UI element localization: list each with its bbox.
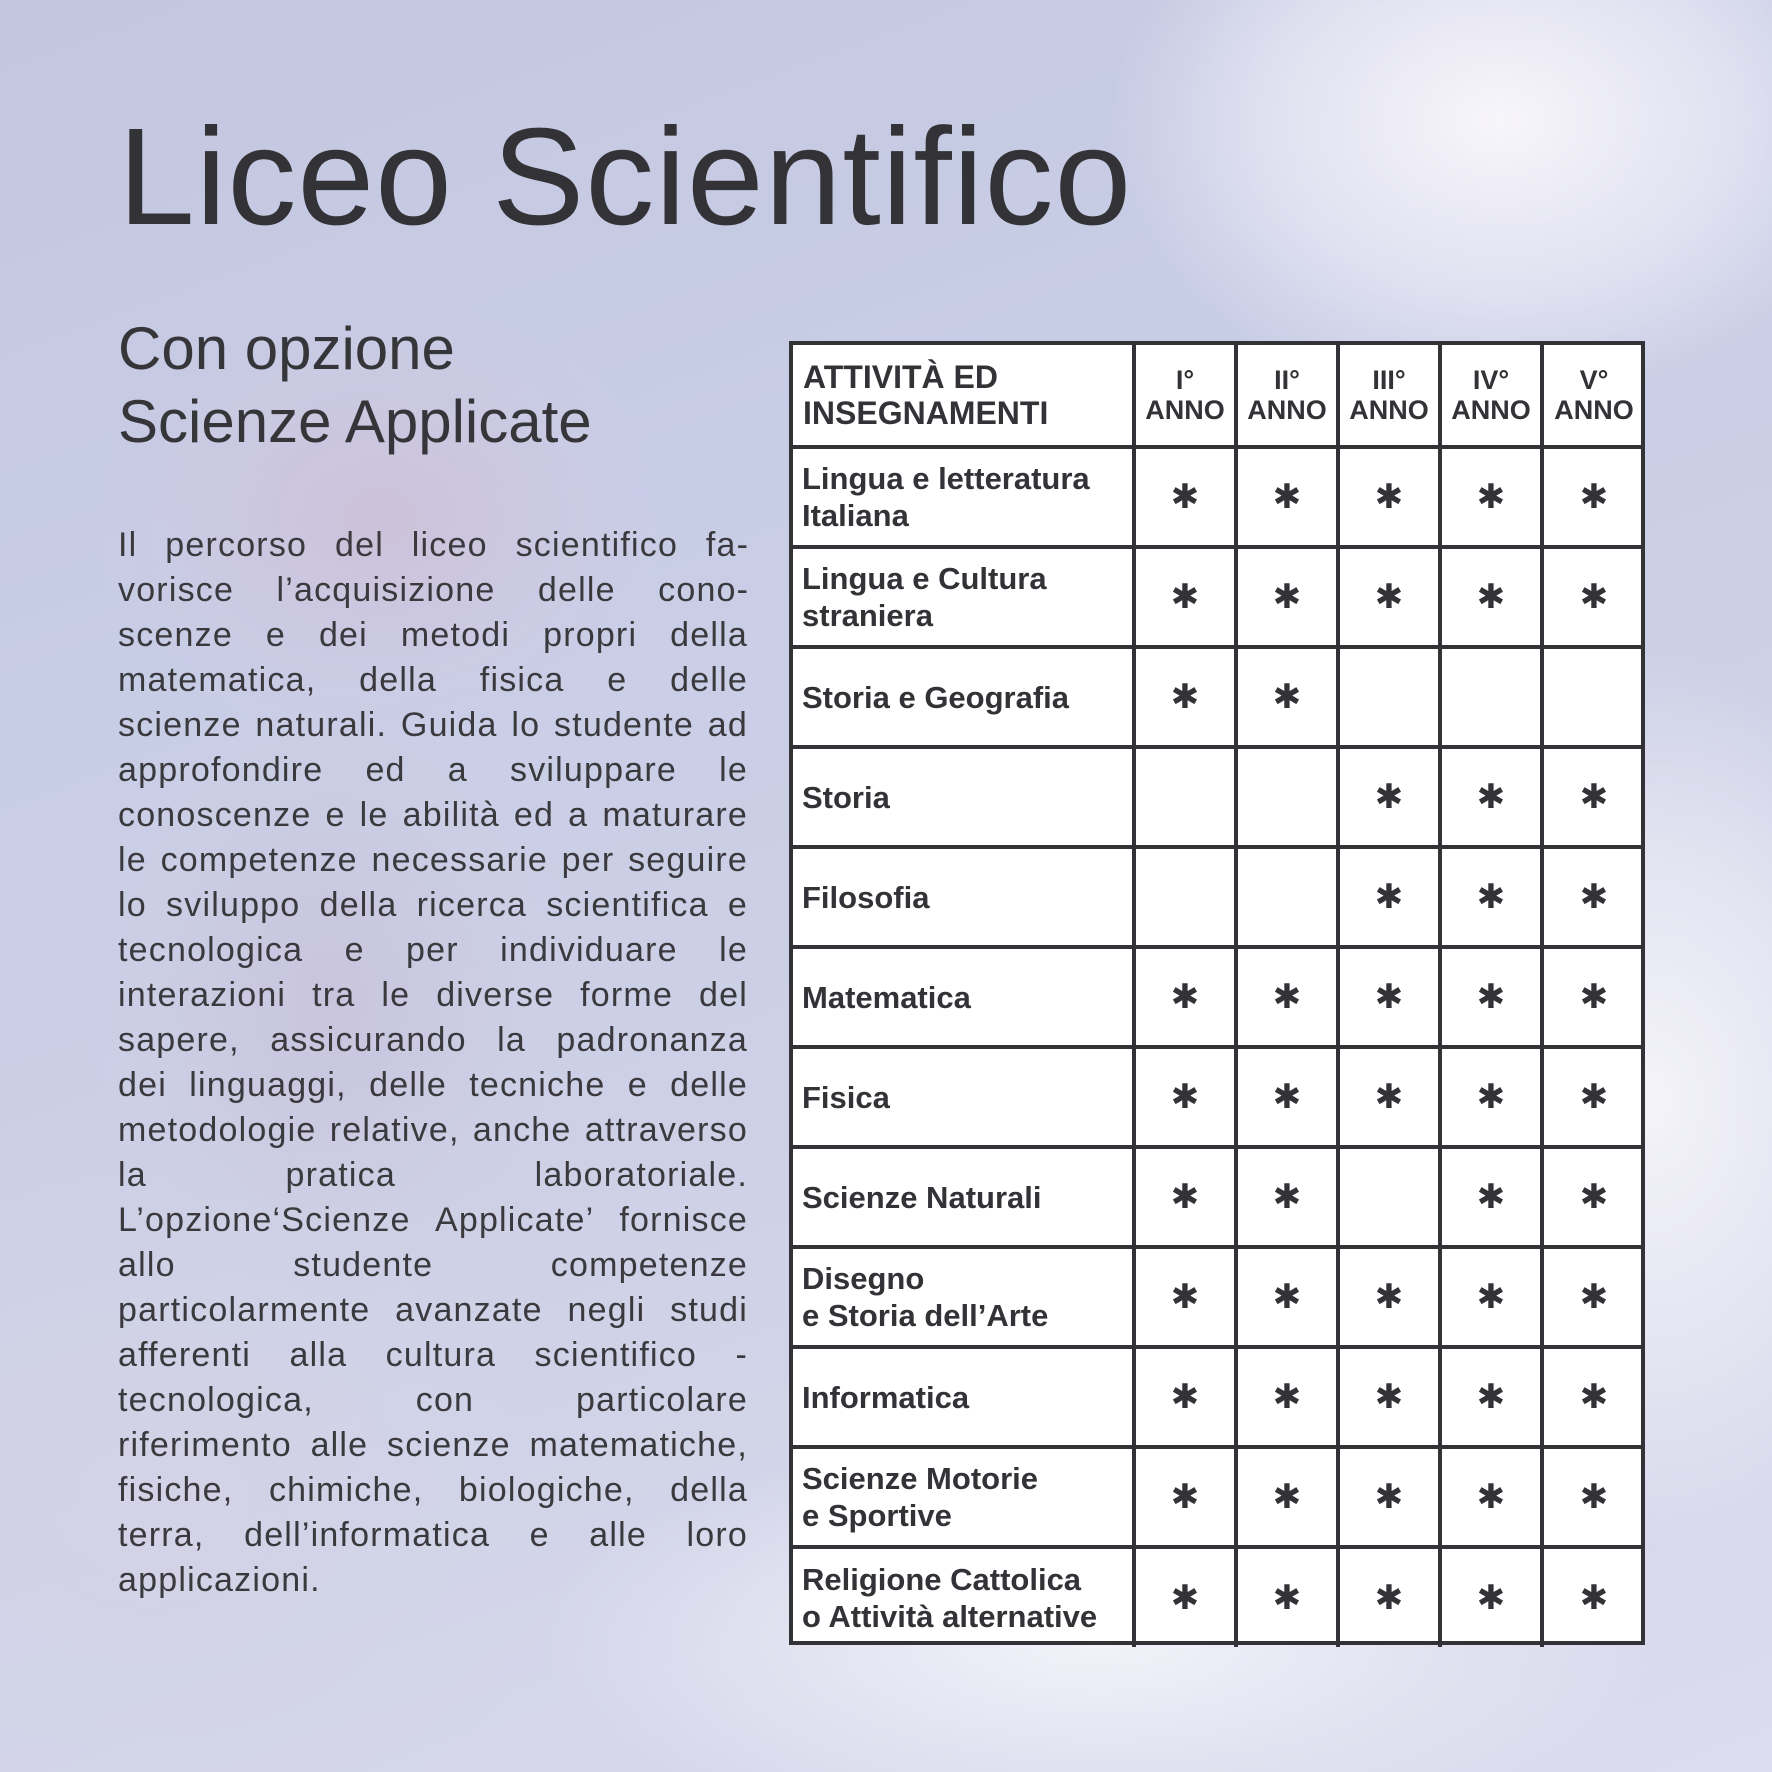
table-row bbox=[793, 947, 1644, 1047]
asterisk-icon: ✱ bbox=[1476, 1377, 1506, 1417]
asterisk-icon: ✱ bbox=[1272, 477, 1302, 517]
subject-cell bbox=[793, 947, 1134, 1047]
asterisk-icon: ✱ bbox=[1374, 1578, 1404, 1618]
subject-name-line-2: e Storia dell’Arte bbox=[802, 1298, 1049, 1333]
year-2-cell bbox=[1236, 1147, 1338, 1247]
header-subjects-line-2: INSEGNAMENTI bbox=[803, 395, 1049, 431]
year-5-cell bbox=[1542, 1347, 1644, 1447]
year-4-cell bbox=[1440, 1447, 1542, 1547]
year-3-cell bbox=[1338, 847, 1440, 947]
year-1-cell bbox=[1134, 447, 1236, 547]
header-year-label: ANNO bbox=[1349, 395, 1429, 425]
table-row bbox=[793, 547, 1644, 647]
header-subjects bbox=[793, 345, 1134, 447]
subject-name-line-1: Fisica bbox=[802, 1079, 890, 1115]
asterisk-icon: ✱ bbox=[1374, 777, 1404, 817]
asterisk-icon: ✱ bbox=[1272, 977, 1302, 1017]
year-3-cell bbox=[1338, 1347, 1440, 1447]
asterisk-icon: ✱ bbox=[1170, 1578, 1200, 1618]
subject-name-line-1: Lingua e Cultura bbox=[802, 561, 1047, 596]
header-year-numeral: V° bbox=[1579, 365, 1609, 395]
year-2-cell bbox=[1236, 1447, 1338, 1547]
asterisk-icon: ✱ bbox=[1476, 1177, 1506, 1217]
year-1-cell bbox=[1134, 1047, 1236, 1147]
asterisk-icon: ✱ bbox=[1272, 1077, 1302, 1117]
subject-name-line-2: Italiana bbox=[802, 498, 909, 533]
header-year-4 bbox=[1440, 345, 1542, 447]
asterisk-icon: ✱ bbox=[1170, 1377, 1200, 1417]
asterisk-icon: ✱ bbox=[1476, 1477, 1506, 1517]
curriculum-table-container bbox=[789, 341, 1645, 1645]
asterisk-icon: ✱ bbox=[1272, 1177, 1302, 1217]
year-4-cell bbox=[1440, 1547, 1542, 1647]
table-row bbox=[793, 647, 1644, 747]
asterisk-icon: ✱ bbox=[1579, 877, 1609, 917]
year-4-cell bbox=[1440, 1347, 1542, 1447]
year-4-cell bbox=[1440, 747, 1542, 847]
asterisk-icon: ✱ bbox=[1170, 677, 1200, 717]
year-5-cell bbox=[1542, 847, 1644, 947]
subject-name-line-1: Matematica bbox=[802, 979, 971, 1015]
year-1-cell bbox=[1134, 1547, 1236, 1647]
header-year-label: ANNO bbox=[1554, 395, 1634, 425]
asterisk-icon: ✱ bbox=[1374, 1077, 1404, 1117]
asterisk-icon: ✱ bbox=[1476, 777, 1506, 817]
year-5-cell bbox=[1542, 1447, 1644, 1547]
year-5-cell bbox=[1542, 1547, 1644, 1647]
year-5-cell bbox=[1542, 1147, 1644, 1247]
header-year-label: ANNO bbox=[1145, 395, 1225, 425]
asterisk-icon: ✱ bbox=[1579, 1077, 1609, 1117]
asterisk-icon: ✱ bbox=[1579, 1377, 1609, 1417]
asterisk-icon: ✱ bbox=[1374, 577, 1404, 617]
asterisk-icon: ✱ bbox=[1272, 677, 1302, 717]
year-4-cell bbox=[1440, 647, 1542, 747]
year-4-cell bbox=[1440, 1047, 1542, 1147]
year-2-cell bbox=[1236, 547, 1338, 647]
header-year-5 bbox=[1542, 345, 1644, 447]
subject-name-line-1: Filosofia bbox=[802, 879, 930, 915]
year-5-cell bbox=[1542, 647, 1644, 747]
asterisk-icon: ✱ bbox=[1272, 1377, 1302, 1417]
year-2-cell bbox=[1236, 647, 1338, 747]
asterisk-icon: ✱ bbox=[1579, 1177, 1609, 1217]
year-5-cell bbox=[1542, 947, 1644, 1047]
header-year-numeral: IV° bbox=[1472, 365, 1510, 395]
page-title: Liceo Scientifico bbox=[118, 100, 1133, 254]
year-3-cell bbox=[1338, 547, 1440, 647]
year-3-cell bbox=[1338, 647, 1440, 747]
subject-cell bbox=[793, 1547, 1134, 1647]
year-3-cell bbox=[1338, 1547, 1440, 1647]
header-subjects-line-1: ATTIVITÀ ED bbox=[803, 359, 998, 395]
year-4-cell bbox=[1440, 847, 1542, 947]
table-header-row bbox=[793, 345, 1644, 447]
year-3-cell bbox=[1338, 747, 1440, 847]
year-1-cell bbox=[1134, 847, 1236, 947]
asterisk-icon: ✱ bbox=[1579, 1277, 1609, 1317]
page-subtitle bbox=[118, 312, 738, 458]
asterisk-icon: ✱ bbox=[1374, 1377, 1404, 1417]
year-4-cell bbox=[1440, 547, 1542, 647]
year-2-cell bbox=[1236, 1547, 1338, 1647]
asterisk-icon: ✱ bbox=[1579, 477, 1609, 517]
header-year-2 bbox=[1236, 345, 1338, 447]
subject-cell bbox=[793, 1347, 1134, 1447]
subject-name-line-1: Storia e Geografia bbox=[802, 679, 1070, 715]
asterisk-icon: ✱ bbox=[1374, 1277, 1404, 1317]
asterisk-icon: ✱ bbox=[1476, 1077, 1506, 1117]
curriculum-table bbox=[793, 345, 1644, 1647]
year-1-cell bbox=[1134, 747, 1236, 847]
year-2-cell bbox=[1236, 1247, 1338, 1347]
year-4-cell bbox=[1440, 947, 1542, 1047]
year-2-cell bbox=[1236, 747, 1338, 847]
subject-name-line-1: Scienze Motorie bbox=[802, 1461, 1038, 1496]
year-1-cell bbox=[1134, 547, 1236, 647]
year-5-cell bbox=[1542, 1247, 1644, 1347]
table-body bbox=[793, 447, 1644, 1647]
year-5-cell bbox=[1542, 1047, 1644, 1147]
asterisk-icon: ✱ bbox=[1374, 1477, 1404, 1517]
asterisk-icon: ✱ bbox=[1579, 977, 1609, 1017]
subject-cell bbox=[793, 747, 1134, 847]
header-year-numeral: III° bbox=[1372, 365, 1406, 395]
table-row bbox=[793, 1347, 1644, 1447]
subject-cell bbox=[793, 547, 1134, 647]
year-3-cell bbox=[1338, 1247, 1440, 1347]
asterisk-icon: ✱ bbox=[1476, 1578, 1506, 1618]
year-3-cell bbox=[1338, 947, 1440, 1047]
header-year-label: ANNO bbox=[1451, 395, 1531, 425]
subject-cell bbox=[793, 1247, 1134, 1347]
table-row bbox=[793, 1547, 1644, 1647]
year-4-cell bbox=[1440, 447, 1542, 547]
subject-name-line-2: o Attività alternative bbox=[802, 1599, 1098, 1634]
subject-cell bbox=[793, 647, 1134, 747]
asterisk-icon: ✱ bbox=[1374, 877, 1404, 917]
subject-cell bbox=[793, 847, 1134, 947]
asterisk-icon: ✱ bbox=[1476, 1277, 1506, 1317]
year-1-cell bbox=[1134, 1447, 1236, 1547]
year-1-cell bbox=[1134, 947, 1236, 1047]
year-1-cell bbox=[1134, 1247, 1236, 1347]
year-2-cell bbox=[1236, 1347, 1338, 1447]
table-row bbox=[793, 1247, 1644, 1347]
year-3-cell bbox=[1338, 1447, 1440, 1547]
asterisk-icon: ✱ bbox=[1476, 877, 1506, 917]
table-row bbox=[793, 1147, 1644, 1247]
asterisk-icon: ✱ bbox=[1476, 577, 1506, 617]
table-row bbox=[793, 747, 1644, 847]
subtitle-line-1: Con opzione bbox=[118, 315, 455, 382]
year-5-cell bbox=[1542, 547, 1644, 647]
table-row bbox=[793, 1047, 1644, 1147]
asterisk-icon: ✱ bbox=[1170, 1077, 1200, 1117]
asterisk-icon: ✱ bbox=[1374, 477, 1404, 517]
year-5-cell bbox=[1542, 747, 1644, 847]
asterisk-icon: ✱ bbox=[1272, 577, 1302, 617]
description-paragraph: Il percorso del liceo scientifico favorisce l’acquisizione delle conoscenze e dei metodi propri della matematica, della fisica e delle scienze naturali. Guida lo studente ad approfondire ed a sviluppare le conoscenze e le abilità ed a maturare le competenze necessarie per seguire lo sviluppo della ricerca scientifica e tecnologica e per individuare le interazioni tra le diverse forme del sapere, assicurando la padronanza dei linguaggi, delle tecniche e delle metodologie relative, anche attraverso la pratica laboratoriale. L’opzione‘Scienze Applicate’ fornisce allo studente competenze particolarmente avanzate negli studi afferenti alla cultura scientifico - tecnologica, con particolare riferimento alle scienze matematiche, fisiche, chimiche, biologiche, della terra, dell’informatica e alle loro applicazioni. bbox=[118, 526, 748, 1599]
table-row bbox=[793, 847, 1644, 947]
year-4-cell bbox=[1440, 1147, 1542, 1247]
asterisk-icon: ✱ bbox=[1170, 1477, 1200, 1517]
asterisk-icon: ✱ bbox=[1170, 477, 1200, 517]
subject-cell bbox=[793, 1147, 1134, 1247]
asterisk-icon: ✱ bbox=[1272, 1578, 1302, 1618]
subject-cell bbox=[793, 1447, 1134, 1547]
asterisk-icon: ✱ bbox=[1272, 1277, 1302, 1317]
header-year-3 bbox=[1338, 345, 1440, 447]
asterisk-icon: ✱ bbox=[1476, 977, 1506, 1017]
year-5-cell bbox=[1542, 447, 1644, 547]
year-3-cell bbox=[1338, 447, 1440, 547]
asterisk-icon: ✱ bbox=[1170, 577, 1200, 617]
asterisk-icon: ✱ bbox=[1579, 1477, 1609, 1517]
asterisk-icon: ✱ bbox=[1579, 777, 1609, 817]
asterisk-icon: ✱ bbox=[1170, 1277, 1200, 1317]
year-2-cell bbox=[1236, 847, 1338, 947]
header-year-numeral: II° bbox=[1274, 365, 1300, 395]
year-1-cell bbox=[1134, 647, 1236, 747]
table-row bbox=[793, 447, 1644, 547]
subtitle-line-2: Scienze Applicate bbox=[118, 388, 592, 455]
year-1-cell bbox=[1134, 1347, 1236, 1447]
year-4-cell bbox=[1440, 1247, 1542, 1347]
asterisk-icon: ✱ bbox=[1374, 977, 1404, 1017]
asterisk-icon: ✱ bbox=[1476, 477, 1506, 517]
year-2-cell bbox=[1236, 1047, 1338, 1147]
year-1-cell bbox=[1134, 1147, 1236, 1247]
header-year-numeral: I° bbox=[1175, 365, 1195, 395]
asterisk-icon: ✱ bbox=[1579, 1578, 1609, 1618]
asterisk-icon: ✱ bbox=[1272, 1477, 1302, 1517]
asterisk-icon: ✱ bbox=[1579, 577, 1609, 617]
subject-name-line-1: Lingua e letteratura bbox=[802, 461, 1090, 496]
year-2-cell bbox=[1236, 947, 1338, 1047]
subject-name-line-2: straniera bbox=[802, 598, 933, 633]
table-row bbox=[793, 1447, 1644, 1547]
subject-name-line-1: Storia bbox=[802, 779, 890, 815]
year-3-cell bbox=[1338, 1047, 1440, 1147]
asterisk-icon: ✱ bbox=[1170, 1177, 1200, 1217]
year-3-cell bbox=[1338, 1147, 1440, 1247]
subject-name-line-1: Scienze Naturali bbox=[802, 1179, 1042, 1215]
subject-cell bbox=[793, 447, 1134, 547]
year-2-cell bbox=[1236, 447, 1338, 547]
subject-name-line-1: Religione Cattolica bbox=[802, 1562, 1082, 1597]
header-year-label: ANNO bbox=[1247, 395, 1327, 425]
header-year-1 bbox=[1134, 345, 1236, 447]
subject-name-line-2: e Sportive bbox=[802, 1498, 952, 1533]
subject-cell bbox=[793, 1047, 1134, 1147]
subject-name-line-1: Disegno bbox=[802, 1261, 925, 1296]
asterisk-icon: ✱ bbox=[1170, 977, 1200, 1017]
subject-name-line-1: Informatica bbox=[802, 1379, 970, 1415]
